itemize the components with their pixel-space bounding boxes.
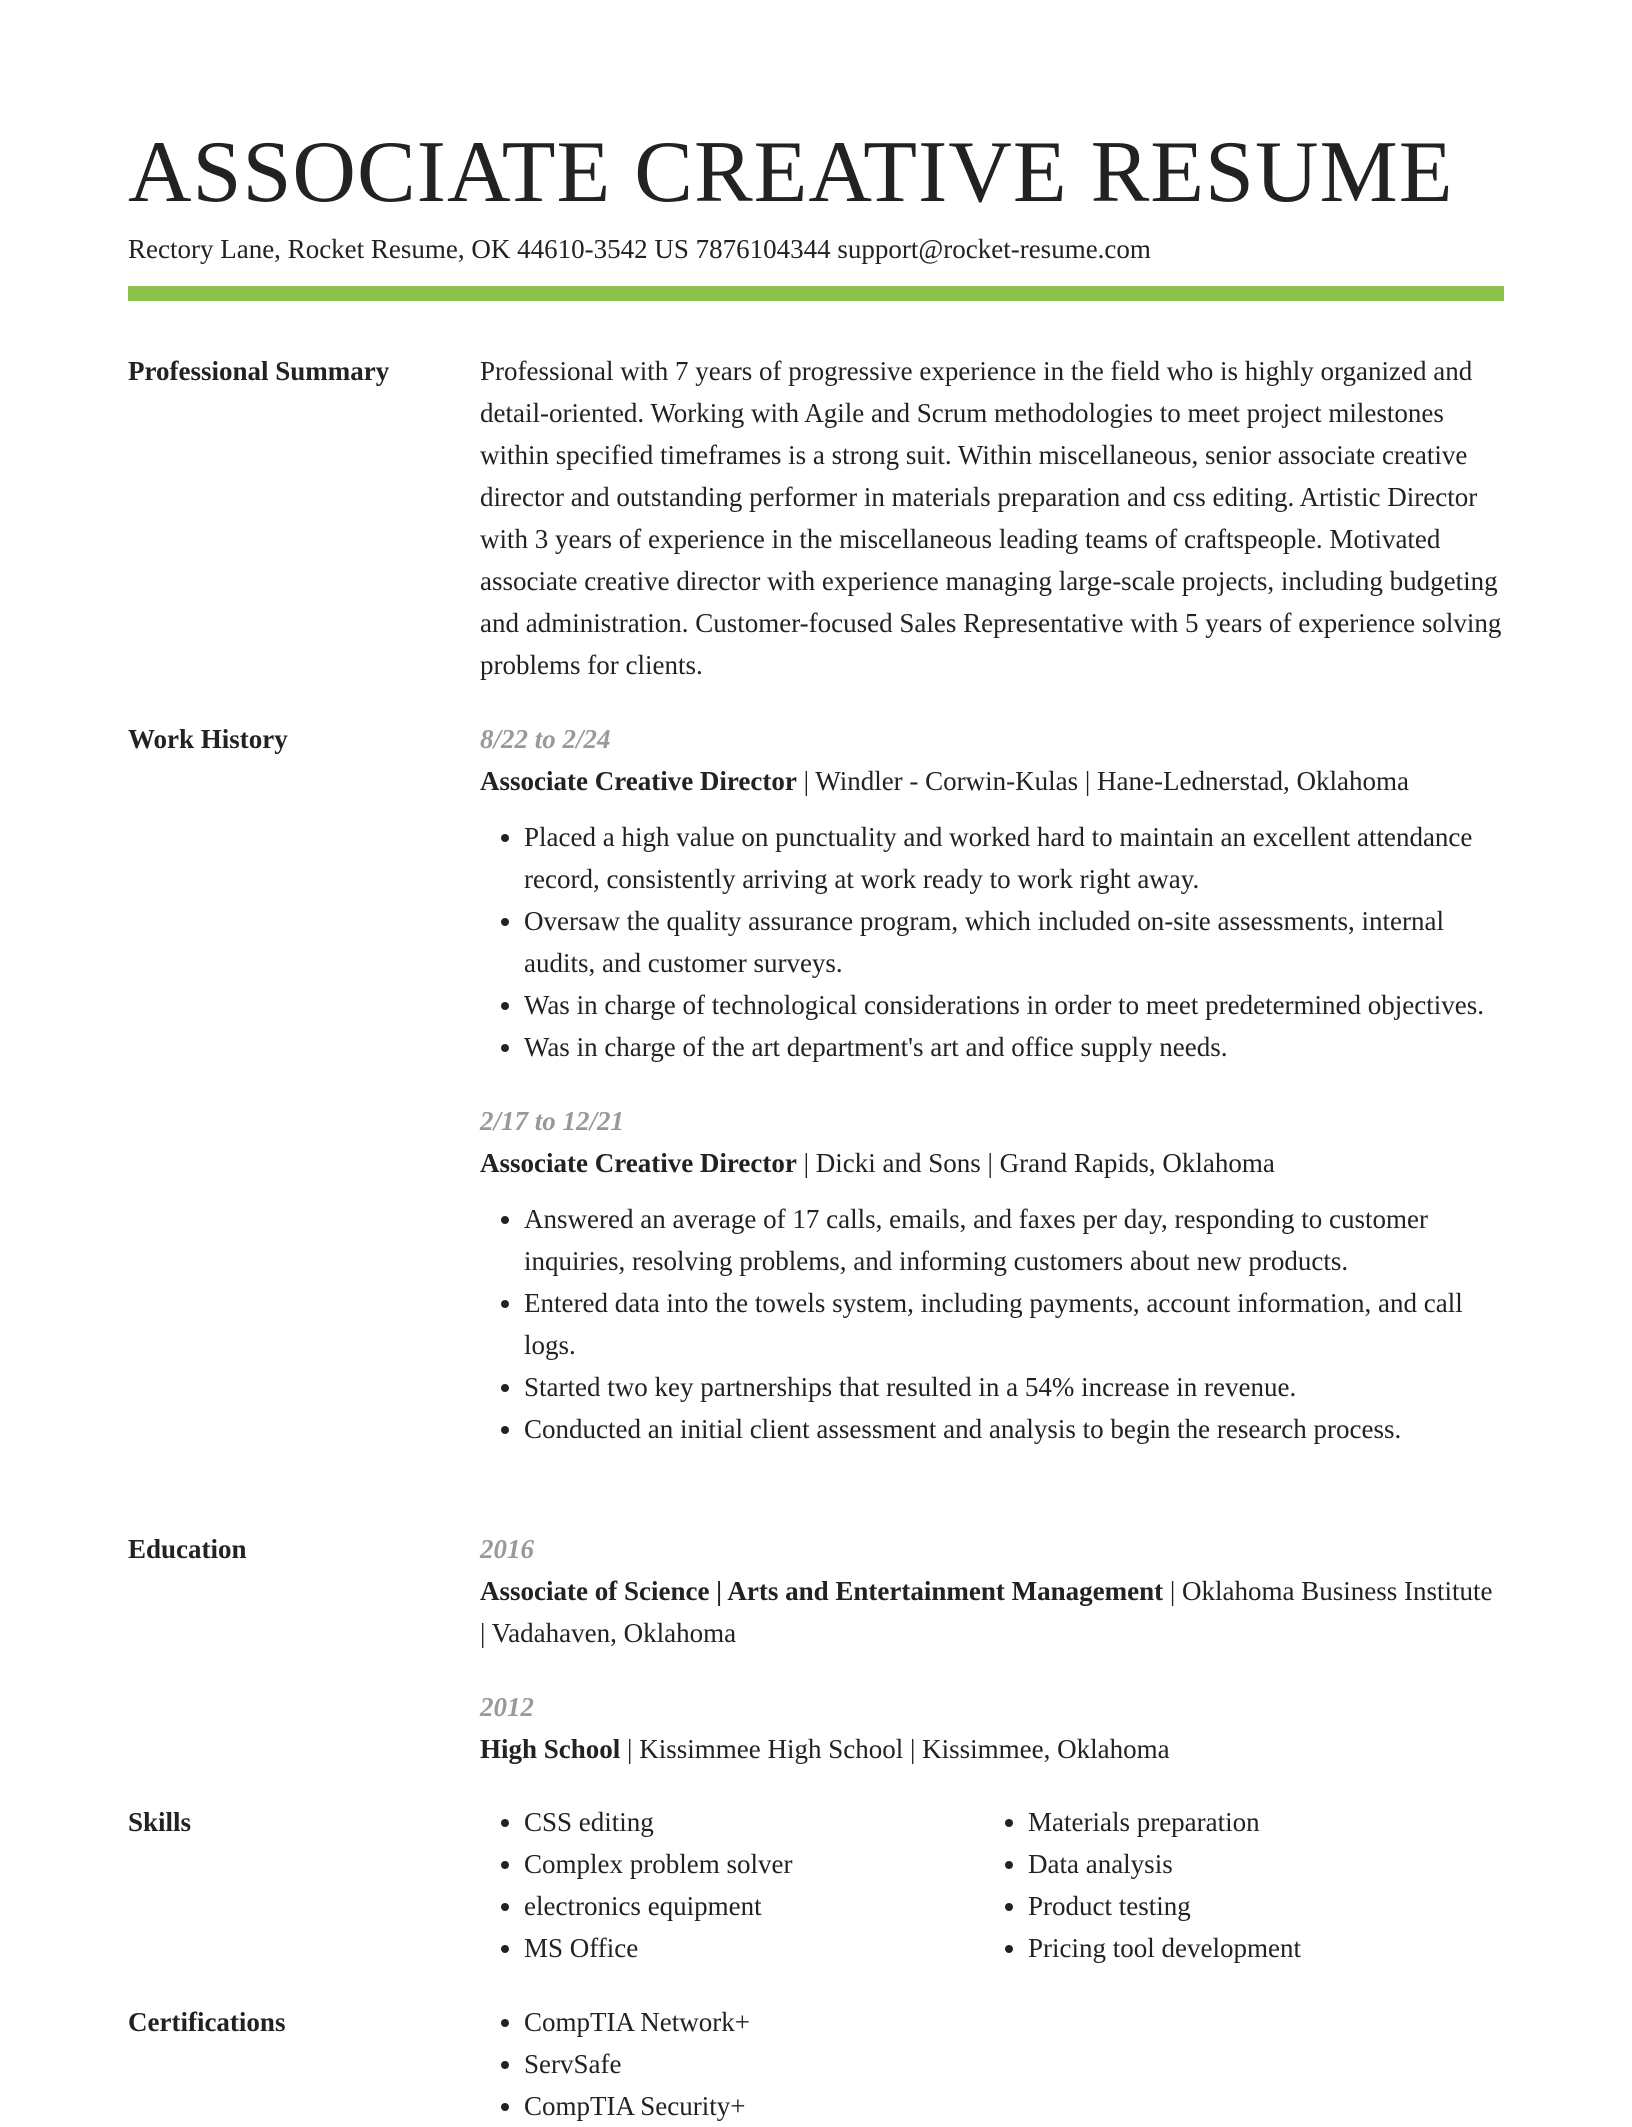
job-bullet: • Answered an average of 17 calls, emails, and faxes per day, responding to customer inquiries, resolving problems, and informing customers about new products. <box>524 1198 1504 1282</box>
job-heading <box>480 760 1504 802</box>
education-degree: Associate of Science | Arts and Entertainment Management <box>480 1576 1164 1606</box>
skill-item: • electronics equipment <box>524 1885 984 1927</box>
contact-line: Rectory Lane, Rocket Resume, OK 44610-3542 US 7876104344 support@rocket-resume.com <box>128 234 1151 264</box>
job-bullets <box>480 1198 1504 1450</box>
education-entry <box>480 1528 1504 1654</box>
education-heading <box>480 1570 1504 1654</box>
education-heading <box>480 1728 1504 1770</box>
job-dates: 2/17 to 12/21 <box>480 1106 625 1136</box>
certification-item: • CompTIA Network+ <box>524 2001 1504 2043</box>
certification-item: • CompTIA Security+ <box>524 2085 1504 2127</box>
education-entry <box>480 1686 1504 1770</box>
job-details: | Dicki and Sons | Grand Rapids, Oklahoma <box>796 1148 1275 1178</box>
skills-columns <box>480 1801 1504 1969</box>
job-bullet: • Oversaw the quality assurance program, which included on-site assessments, internal audits, and customer surveys. <box>524 900 1504 984</box>
education-year: 2016 <box>480 1534 534 1564</box>
skills-list-left <box>480 1801 984 1969</box>
job-dates: 8/22 to 2/24 <box>480 724 611 754</box>
section-label-certifications: Certifications <box>128 2007 286 2037</box>
summary-text: Professional with 7 years of progressive experience in the field who is highly organized and detail-oriented. Working with Agile and Scrum methodologies to meet project milestones within specified timeframes is a strong suit. Within miscellaneous, senior associate creative director and outstanding performer in materials preparation and css editing. Artistic Director with 3 years of experience in the miscellaneous leading teams of craftspeople. Motivated associate creative director with experience managing large-scale projects, including budgeting and administration. Customer-focused Sales Representative with 5 years of experience solving problems for clients. <box>480 356 1502 680</box>
job-title: Associate Creative Director <box>480 766 797 796</box>
job-title: Associate Creative Director <box>480 1148 797 1178</box>
section-label-work-history: Work History <box>128 724 288 754</box>
work-history-body <box>480 718 1504 1482</box>
job-entry <box>480 718 1504 1068</box>
job-heading <box>480 1142 1504 1184</box>
section-label-skills: Skills <box>128 1807 192 1837</box>
section-label-education: Education <box>128 1534 247 1564</box>
education-details: | Oklahoma Business Institute | Vadahaven, Oklahoma <box>480 1576 1493 1648</box>
job-bullet: • Conducted an initial client assessment and analysis to begin the research process. <box>524 1408 1504 1450</box>
job-bullet: • Entered data into the towels system, including payments, account information, and call logs. <box>524 1282 1504 1366</box>
education-degree: High School <box>480 1734 621 1764</box>
skills-list-right <box>984 1801 1488 1969</box>
job-bullets <box>480 816 1504 1068</box>
skill-item: • MS Office <box>524 1927 984 1969</box>
education-body <box>480 1528 1504 1802</box>
education-year: 2012 <box>480 1692 534 1722</box>
certifications-list <box>480 2001 1504 2127</box>
skill-item: • CSS editing <box>524 1801 984 1843</box>
skill-item: • Materials preparation <box>1028 1801 1488 1843</box>
resume-title: ASSOCIATE CREATIVE RESUME <box>128 124 1454 221</box>
summary-body <box>480 350 1504 686</box>
job-bullet: • Started two key partnerships that resulted in a 54% increase in revenue. <box>524 1366 1504 1408</box>
section-label-summary: Professional Summary <box>128 356 390 386</box>
skill-item: • Data analysis <box>1028 1843 1488 1885</box>
certifications-body <box>480 2001 1504 2127</box>
job-bullet: • Placed a high value on punctuality and worked hard to maintain an excellent attendance record, consistently arriving at work ready to work right away. <box>524 816 1504 900</box>
skill-item: • Pricing tool development <box>1028 1927 1488 1969</box>
skill-item: • Complex problem solver <box>524 1843 984 1885</box>
skills-body <box>480 1801 1504 1969</box>
skill-item: • Product testing <box>1028 1885 1488 1927</box>
job-entry <box>480 1100 1504 1450</box>
certification-item: • ServSafe <box>524 2043 1504 2085</box>
accent-divider <box>128 286 1504 301</box>
education-details: | Kissimmee High School | Kissimmee, Oklahoma <box>620 1734 1170 1764</box>
job-details: | Windler - Corwin-Kulas | Hane-Lednerstad, Oklahoma <box>796 766 1409 796</box>
job-bullet: • Was in charge of technological considerations in order to meet predetermined objectives. <box>524 984 1504 1026</box>
job-bullet: • Was in charge of the art department's art and office supply needs. <box>524 1026 1504 1068</box>
